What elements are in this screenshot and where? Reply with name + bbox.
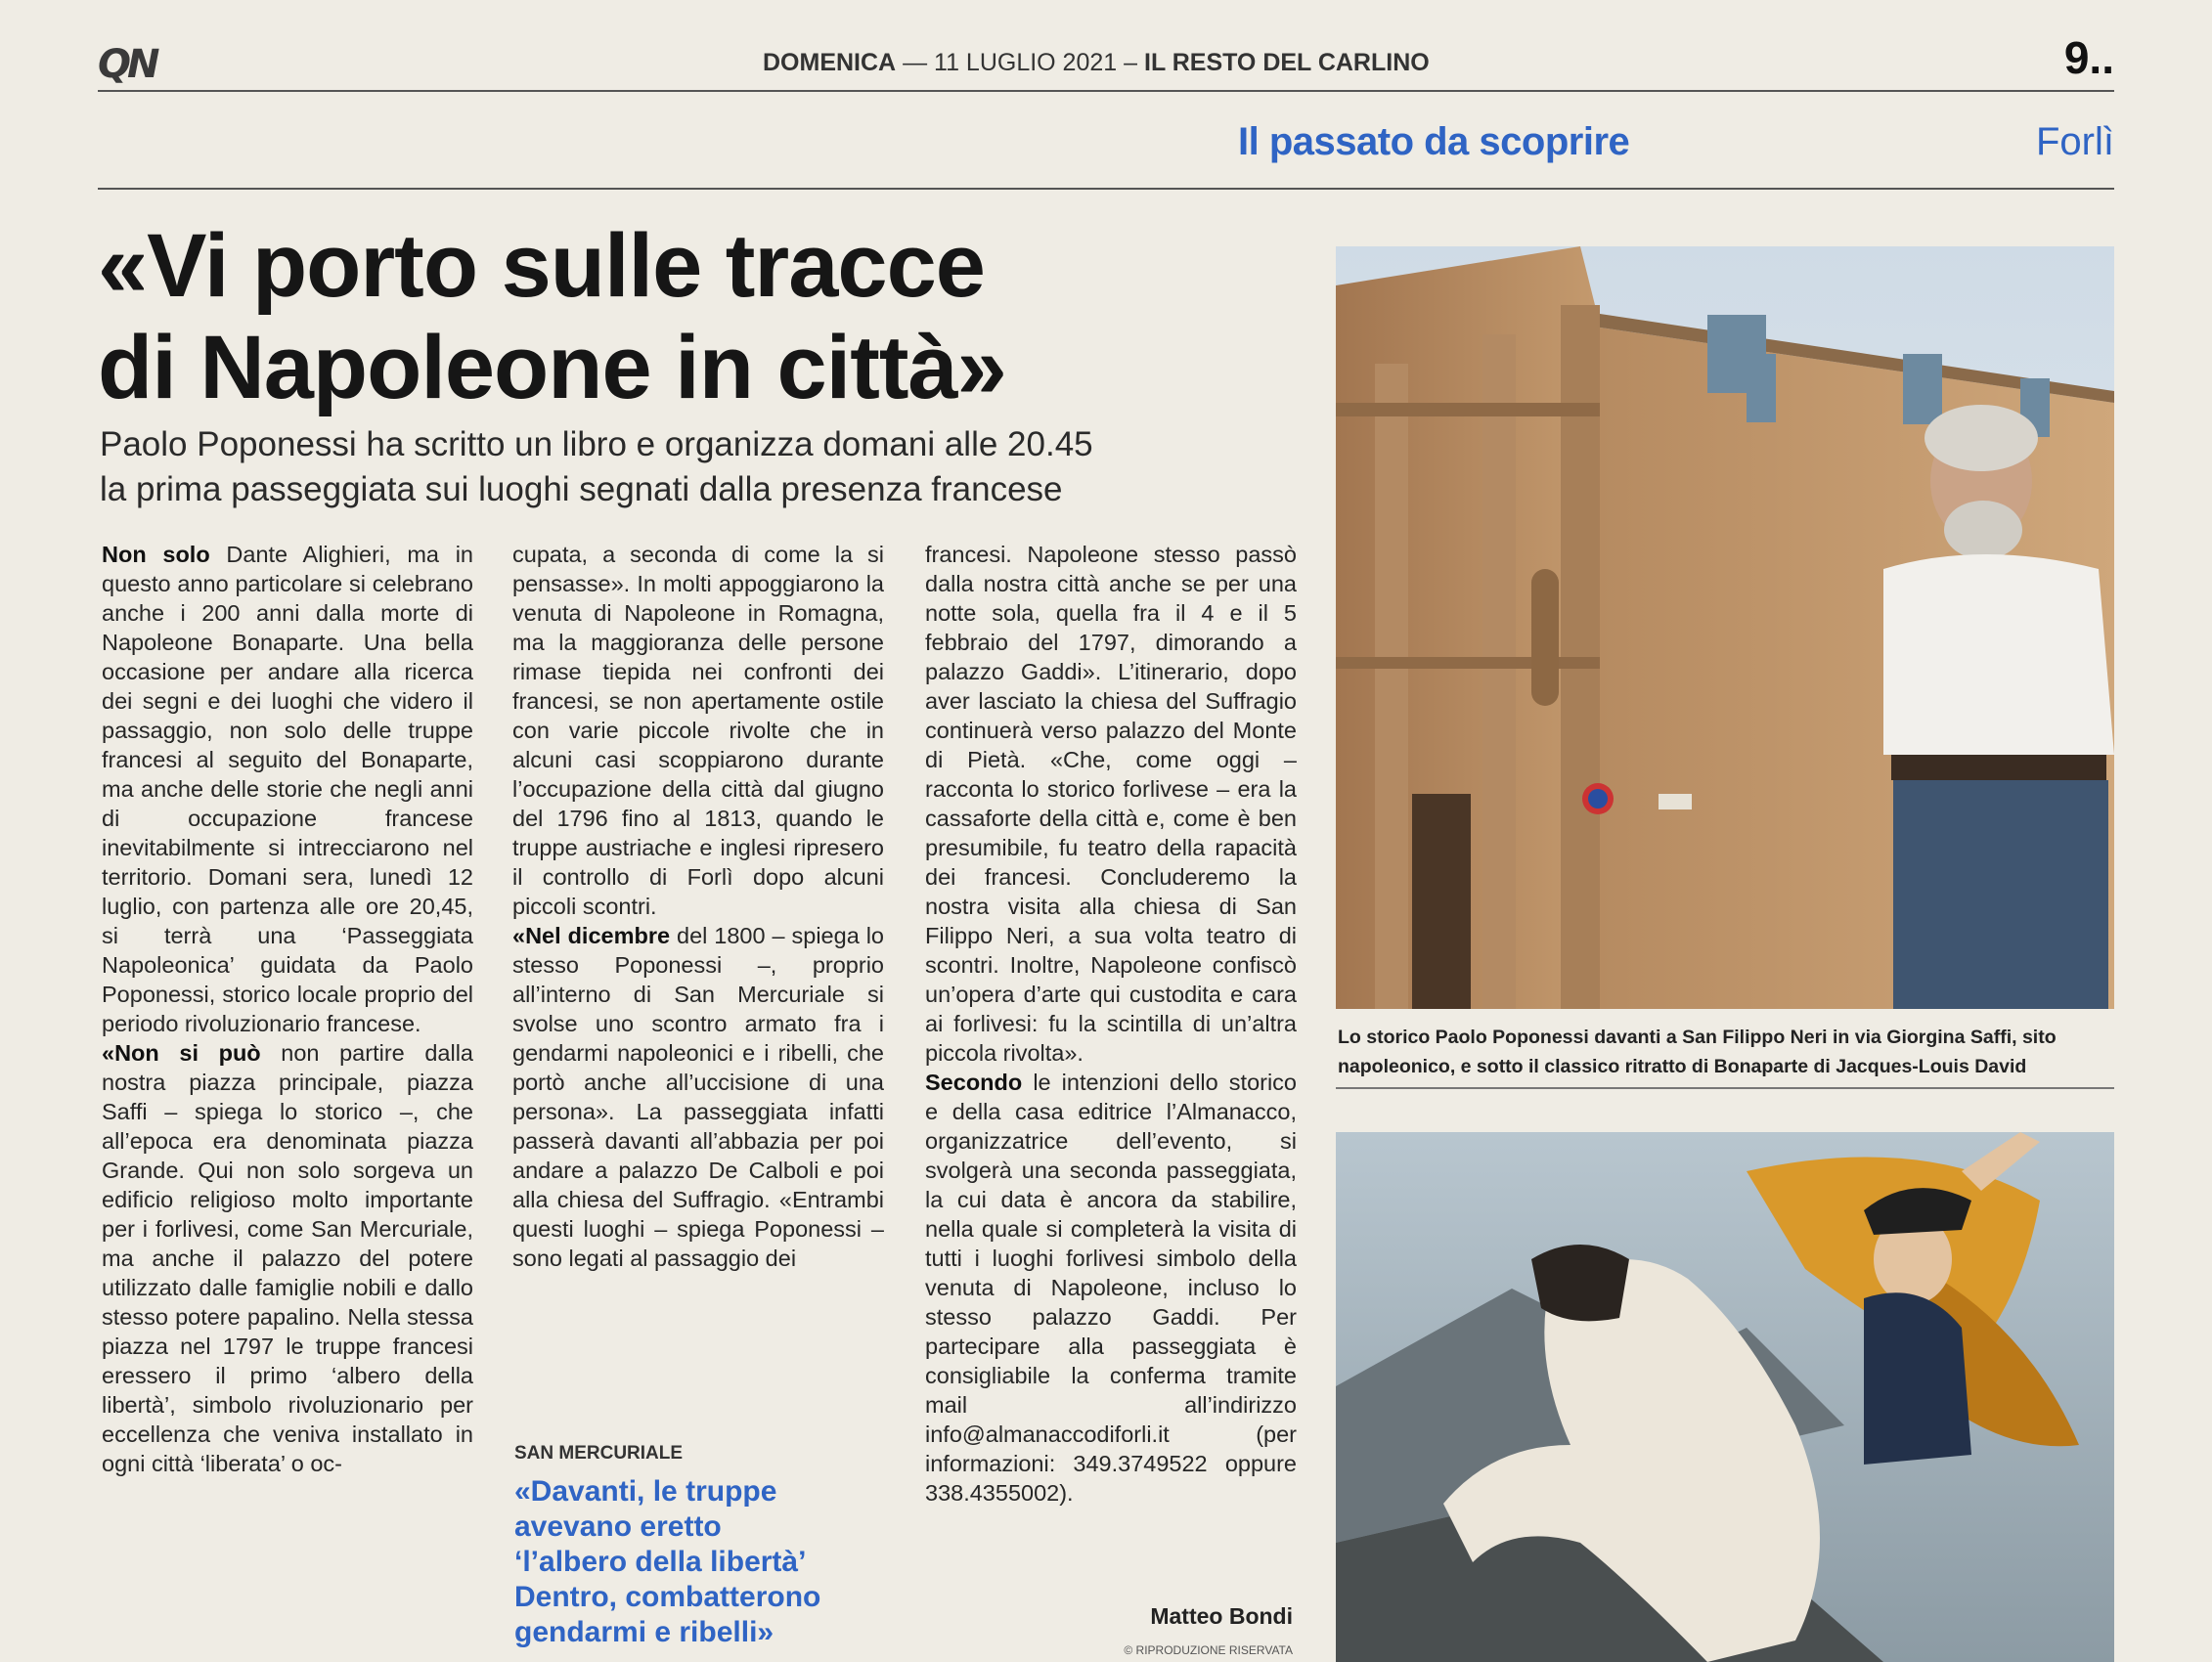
col1-text-1: Dante Alighieri, ma in questo anno particolare si celebrano anche i 200 anni dalla morte di Napoleone Bonaparte. Una bella occasione per andare alla ricerca dei segni e dei luoghi che videro il passaggio, non solo delle truppe francesi al seguito del Bonaparte, ma anche delle storie che negli anni di occupazione francese inevitabilmente si intrecciarono nel territorio. Domani sera, lunedì 12 luglio, con partenza alle ore 20,45, si terrà una ‘Passeggiata Napoleonica’ guidata da Paolo Poponessi, storico locale proprio del periodo rivoluzionario francese. (102, 542, 473, 1036)
col2-paragraph-2 (512, 921, 884, 1273)
sidebar-quote-line-2: avevano eretto (514, 1510, 722, 1543)
col1-lead-2: «Non si può (102, 1040, 261, 1066)
col1-lead-1: Non solo (102, 542, 210, 567)
caption-line-1: Lo storico Paolo Poponessi davanti a San Filippo Neri in via Giorgina Saffi, sito (1338, 1027, 2057, 1048)
sidebar-quote-line-4: Dentro, combatterono (514, 1581, 821, 1613)
author-signature: Matteo Bondi (1150, 1603, 1293, 1629)
article-column-3 (925, 540, 1297, 1619)
dateline-sep-2: – (1124, 49, 1144, 76)
subhead-line-2: la prima passeggiata sui luoghi segnati dalla presenza francese (100, 470, 1063, 508)
caption-rule (1336, 1087, 2114, 1089)
col3-paragraph-2 (925, 1068, 1297, 1508)
page-number: 9.. (2063, 32, 2114, 83)
dateline-paper: IL RESTO DEL CARLINO (1144, 49, 1430, 76)
photo-caption (1338, 1023, 2114, 1081)
section-rule (98, 188, 2114, 190)
col2-lead-2: «Nel dicembre (512, 923, 671, 948)
subheadline (100, 422, 1303, 512)
col2-text-2: del 1800 – spiega lo stesso Poponessi –, proprio all’interno di San Mercuriale si svolse uno scontro armato fra i gendarmi napoleonici e i ribelli, che portò anche all’uccisione di una persona». La passeggiata infatti passerà davanti all’abbazia per poi andare a palazzo De Calboli e poi alla chiesa del Suffragio. «Entrambi questi luoghi – spiega Poponessi – sono legati al passaggio dei (512, 923, 884, 1271)
article-column-1 (102, 540, 473, 1660)
subhead-line-1: Paolo Poponessi ha scritto un libro e organizza domani alle 20.45 (100, 425, 1093, 463)
napoleon-illustration (1336, 1132, 2114, 1662)
col2-paragraph-1: cupata, a seconda di come la si pensasse». In molti appoggiarono la venuta di Napoleone in Romagna, ma la maggioranza delle persone rimase tiepida nei confronti dei francesi, se non apertamente ostile con varie piccole rivolte che in alcuni casi scoppiarono durante l’occupazione della città dal giugno del 1796 fino al 1813, quando le truppe austriache e inglesi ripresero il controllo di Forlì dopo alcuni piccoli scontri. (512, 542, 884, 919)
article-column-2 (512, 540, 884, 1400)
dateline (763, 43, 1467, 82)
col3-lead-2: Secondo (925, 1070, 1023, 1095)
col3-text-2: le intenzioni dello storico e della casa editrice l’Almanacco, organizzatrice dell’evento, si svolgerà una seconda passeggiata, la cui data è ancora da stabilire, nella quale si completerà la visita di tutti i luoghi forlivesi simbolo della venuta di Napoleone, incluso lo stesso palazzo Gaddi. Per partecipare alla passeggiata è consigliabile la conferma tramite mail all’indirizzo info@almanaccodiforli.it (per informazioni: 349.3749522 oppure 338.4355002). (925, 1070, 1297, 1506)
sidebar-box-label: SAN MERCURIALE (514, 1443, 684, 1464)
sidebar-quote-line-3: ‘l’albero della libertà’ (514, 1546, 807, 1578)
napoleon-painting (1336, 1132, 2114, 1662)
caption-line-2: napoleonico, e sotto il classico ritratto di Bonaparte di Jacques-Louis David (1338, 1056, 2027, 1077)
col1-paragraph-2 (102, 1038, 473, 1478)
sidebar-quote-line-5: gendarmi e ribelli» (514, 1616, 774, 1648)
rights-notice: © RIPRODUZIONE RISERVATA (1124, 1643, 1293, 1657)
church-photo (1336, 246, 2114, 1009)
dateline-sep-1: — (903, 49, 935, 76)
sidebar-quote-line-1: «Davanti, le truppe (514, 1475, 777, 1508)
header-rule (98, 90, 2114, 92)
sidebar-box-quote (514, 1474, 886, 1650)
church-illustration (1336, 246, 2114, 1009)
qn-logo: QN (98, 42, 156, 87)
headline (98, 215, 1301, 418)
dateline-day: DOMENICA (763, 49, 897, 76)
section-city: Forlì (2036, 120, 2114, 163)
col1-paragraph-1 (102, 540, 473, 1038)
section-title: Il passato da scoprire (1238, 120, 1630, 163)
col3-paragraph-1: francesi. Napoleone stesso passò dalla nostra città anche se per una notte sola, quella fra il 4 e il 5 febbraio del 1797, dimorando a palazzo Gaddi». L’itinerario, dopo aver lasciato la chiesa del Suffragio continuerà verso palazzo del Monte di Pietà. «Che, come oggi – racconta lo storico forlivese – era la cassaforte della città e, come è ben presumibile, fu teatro della rapacità dei francesi. Concluderemo la nostra visita alla chiesa di San Filippo Neri, a sua volta teatro di scontri. Inoltre, Napoleone confiscò un’opera d’arte qui custodita e cara ai forlivesi: fu la scintilla di un’altra piccola rivolta». (925, 542, 1297, 1066)
headline-line-2: di Napoleone in città» (98, 318, 1006, 417)
headline-line-1: «Vi porto sulle tracce (98, 216, 985, 316)
dateline-date: 11 LUGLIO 2021 (934, 49, 1118, 76)
col1-text-2: non partire dalla nostra piazza principale, piazza Saffi – spiega lo storico –, che all’epoca era denominata piazza Grande. Qui non solo sorgeva un edificio religioso molto importante per i forlivesi, come San Mercuriale, ma anche il palazzo del potere utilizzato dalle famiglie nobili e dallo stesso potere papalino. Nella stessa piazza nel 1797 le truppe francesi eressero il primo ‘albero della libertà’, simbolo rivoluzionario per eccellenza che veniva installato in ogni città ‘liberata’ o oc- (102, 1040, 473, 1476)
